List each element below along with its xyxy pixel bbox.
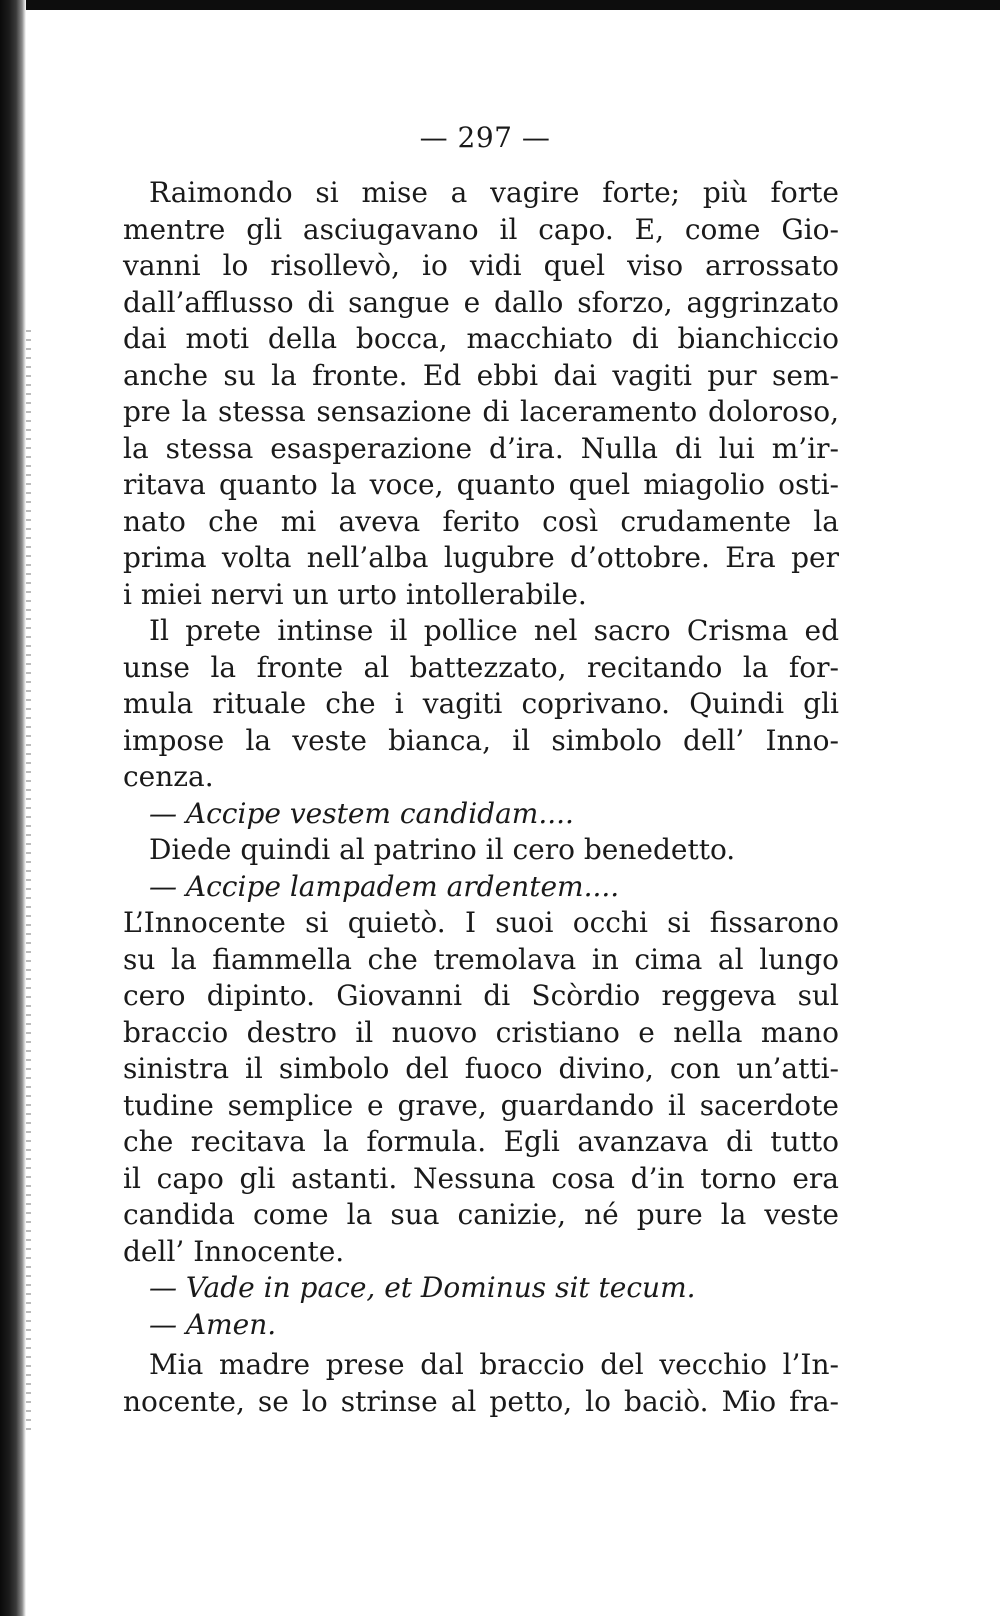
text-line: nato che mi aveva ferito così crudamente la bbox=[123, 504, 839, 538]
body-text bbox=[123, 175, 839, 1420]
text-line: che recitava la formula. Egli avanzava di tutto bbox=[123, 1125, 839, 1158]
scan-binding-shadow bbox=[0, 0, 26, 1616]
text-line: sinistra il simbolo del fuoco divino, con un’atti- bbox=[123, 1052, 839, 1085]
text-line: cero dipinto. Giovanni di Scòrdio reggeva sul bbox=[123, 979, 839, 1012]
text-line: L’Innocente si quietò. I suoi occhi si fissarono bbox=[123, 906, 839, 939]
scan-binding-specks bbox=[26, 330, 31, 1430]
text-line: su la fiammella che tremolava in cima al lungo bbox=[123, 942, 839, 976]
text-line: dell’ Innocente. bbox=[123, 1234, 345, 1268]
text-line: pre la stessa sensazione di laceramento doloroso, bbox=[123, 395, 839, 428]
latin-formula: — Accipe vestem candidam.... bbox=[149, 796, 574, 830]
latin-formula: — Accipe lampadem ardentem.... bbox=[149, 869, 620, 903]
text-line: Mia madre prese dal braccio del vecchio l’In- bbox=[149, 1348, 839, 1381]
text-line: tudine semplice e grave, guardando il sacerdote bbox=[123, 1088, 839, 1122]
page-number: — 297 — bbox=[419, 121, 551, 154]
scan-top-edge bbox=[0, 0, 1000, 10]
text-line: i miei nervi un urto intollerabile. bbox=[123, 577, 587, 611]
latin-formula: — Amen. bbox=[149, 1307, 277, 1341]
text-line: dai moti della bocca, macchiato di bianchiccio bbox=[123, 322, 839, 355]
latin-formula: — Vade in pace, et Dominus sit tecum. bbox=[149, 1271, 696, 1304]
text-line: mula rituale che i vagiti coprivano. Quindi gli bbox=[123, 687, 839, 720]
text-line: anche su la fronte. Ed ebbi dai vagiti pur sem- bbox=[123, 358, 839, 392]
text-line: Raimondo si mise a vagire forte; più forte bbox=[149, 176, 839, 209]
text-line: il capo gli astanti. Nessuna cosa d’in torno era bbox=[123, 1161, 839, 1195]
text-line: prima volta nell’alba lugubre d’ottobre. Era per bbox=[123, 541, 839, 574]
text-line: Il prete intinse il pollice nel sacro Crisma ed bbox=[149, 614, 839, 647]
text-line: vanni lo risollevò, io vidi quel viso arrossato bbox=[123, 249, 839, 282]
text-line: nocente, se lo strinse al petto, lo baciò. Mio fra- bbox=[123, 1384, 839, 1418]
text-line: mentre gli asciugavano il capo. E, come Gio- bbox=[123, 212, 839, 246]
text-line: ritava quanto la voce, quanto quel miagolio osti- bbox=[123, 468, 839, 501]
text-line: cenza. bbox=[123, 760, 214, 793]
text-line: candida come la sua canizie, né pure la veste bbox=[123, 1198, 839, 1231]
text-line: braccio destro il nuovo cristiano e nella mano bbox=[123, 1015, 839, 1049]
text-line: impose la veste bianca, il simbolo dell’ Inno- bbox=[123, 723, 839, 757]
text-line: dall’afflusso di sangue e dallo sforzo, aggrinzato bbox=[123, 285, 839, 319]
text-line: unse la fronte al battezzato, recitando la for- bbox=[123, 650, 839, 684]
text-line: Diede quindi al patrino il cero benedetto. bbox=[149, 833, 736, 866]
text-line: la stessa esasperazione d’ira. Nulla di lui m’ir- bbox=[123, 431, 839, 465]
